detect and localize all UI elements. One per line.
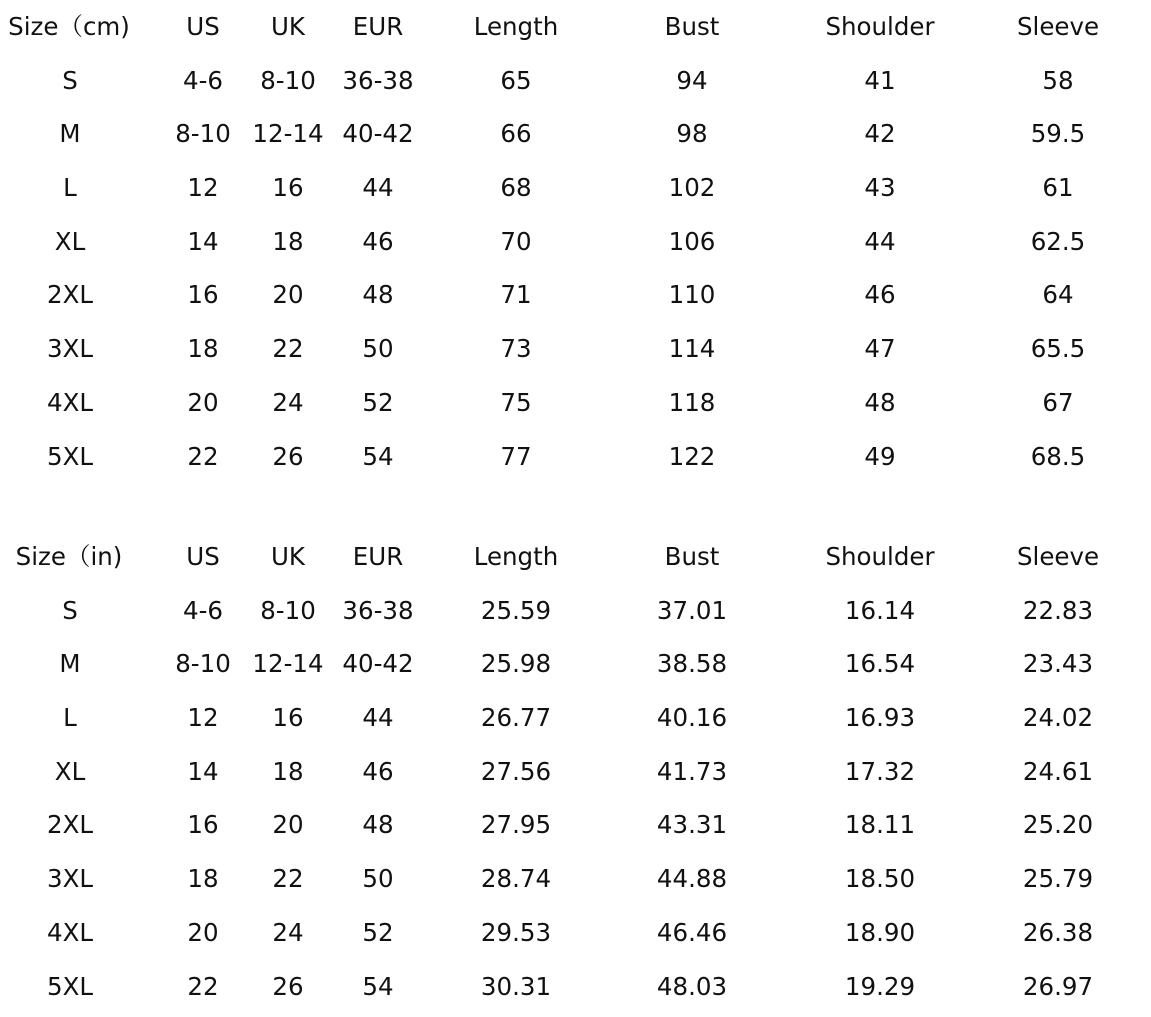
cell-sleeve: 24.02 <box>1023 695 1093 749</box>
cell-shoulder: 41 <box>864 58 895 112</box>
table-row <box>0 434 1151 488</box>
header-size: Size（cm) <box>8 4 130 58</box>
cell-sleeve: 26.97 <box>1023 964 1093 1017</box>
cell-sleeve: 67 <box>1042 380 1073 434</box>
cell-sleeve: 24.61 <box>1023 749 1093 803</box>
table-row <box>0 272 1151 326</box>
cell-eur: 52 <box>362 910 393 964</box>
cell-us: 8-10 <box>175 641 231 695</box>
cell-size: 5XL <box>47 964 93 1017</box>
header-sleeve: Sleeve <box>1017 534 1099 588</box>
cell-uk: 18 <box>272 219 303 273</box>
cell-length: 71 <box>500 272 531 326</box>
cell-us: 12 <box>187 695 218 749</box>
header-us: US <box>186 4 219 58</box>
cell-eur: 48 <box>362 802 393 856</box>
cell-length: 68 <box>500 165 531 219</box>
cell-bust: 110 <box>669 272 716 326</box>
cell-eur: 44 <box>362 695 393 749</box>
table-row <box>0 910 1151 964</box>
cell-bust: 46.46 <box>657 910 727 964</box>
header-shoulder: Shoulder <box>825 534 934 588</box>
cell-us: 16 <box>187 272 218 326</box>
table-row <box>0 380 1151 434</box>
header-shoulder: Shoulder <box>825 4 934 58</box>
table-row <box>0 964 1151 1017</box>
cell-eur: 50 <box>362 326 393 380</box>
cell-bust: 41.73 <box>657 749 727 803</box>
cell-uk: 22 <box>272 856 303 910</box>
cell-sleeve: 62.5 <box>1031 219 1086 273</box>
cell-us: 4-6 <box>183 588 223 642</box>
cell-sleeve: 25.20 <box>1023 802 1093 856</box>
cell-eur: 54 <box>362 964 393 1017</box>
cell-bust: 40.16 <box>657 695 727 749</box>
cell-sleeve: 26.38 <box>1023 910 1093 964</box>
cell-eur: 52 <box>362 380 393 434</box>
cell-length: 66 <box>500 111 531 165</box>
table-row <box>0 219 1151 273</box>
header-sleeve: Sleeve <box>1017 4 1099 58</box>
cell-eur: 54 <box>362 434 393 488</box>
cell-size: S <box>62 588 78 642</box>
cell-uk: 12-14 <box>252 111 323 165</box>
cell-shoulder: 46 <box>864 272 895 326</box>
cell-length: 29.53 <box>481 910 551 964</box>
cell-shoulder: 16.93 <box>845 695 915 749</box>
cell-us: 4-6 <box>183 58 223 112</box>
cell-us: 22 <box>187 434 218 488</box>
cell-shoulder: 49 <box>864 434 895 488</box>
cell-bust: 38.58 <box>657 641 727 695</box>
cell-sleeve: 23.43 <box>1023 641 1093 695</box>
table-header-row <box>0 534 1151 588</box>
cell-size: 5XL <box>47 434 93 488</box>
cell-size: 2XL <box>47 802 93 856</box>
cell-uk: 22 <box>272 326 303 380</box>
cell-uk: 26 <box>272 434 303 488</box>
table-row <box>0 749 1151 803</box>
table-row <box>0 695 1151 749</box>
cell-size: L <box>63 165 77 219</box>
table-row <box>0 111 1151 165</box>
cell-sleeve: 65.5 <box>1031 326 1086 380</box>
cell-bust: 94 <box>676 58 707 112</box>
cell-shoulder: 18.50 <box>845 856 915 910</box>
cell-sleeve: 61 <box>1042 165 1073 219</box>
cell-length: 26.77 <box>481 695 551 749</box>
table-row <box>0 641 1151 695</box>
cell-size: 2XL <box>47 272 93 326</box>
cell-shoulder: 44 <box>864 219 895 273</box>
cell-bust: 98 <box>676 111 707 165</box>
cell-sleeve: 68.5 <box>1031 434 1086 488</box>
cell-us: 20 <box>187 380 218 434</box>
cell-eur: 44 <box>362 165 393 219</box>
cell-length: 75 <box>500 380 531 434</box>
cell-length: 28.74 <box>481 856 551 910</box>
cell-sleeve: 58 <box>1042 58 1073 112</box>
cell-shoulder: 16.14 <box>845 588 915 642</box>
cell-sleeve: 59.5 <box>1031 111 1086 165</box>
cell-eur: 48 <box>362 272 393 326</box>
cell-bust: 102 <box>669 165 716 219</box>
cell-eur: 46 <box>362 749 393 803</box>
cell-length: 73 <box>500 326 531 380</box>
cell-us: 12 <box>187 165 218 219</box>
cell-uk: 16 <box>272 165 303 219</box>
cell-size: XL <box>55 749 85 803</box>
cell-bust: 122 <box>669 434 716 488</box>
table-row <box>0 165 1151 219</box>
cell-size: 3XL <box>47 326 93 380</box>
cell-size: 4XL <box>47 910 93 964</box>
table-row <box>0 802 1151 856</box>
cell-us: 16 <box>187 802 218 856</box>
cell-shoulder: 18.90 <box>845 910 915 964</box>
cell-us: 14 <box>187 219 218 273</box>
cell-eur: 46 <box>362 219 393 273</box>
cell-shoulder: 19.29 <box>845 964 915 1017</box>
cell-uk: 18 <box>272 749 303 803</box>
table-header-row <box>0 4 1151 58</box>
cell-size: M <box>59 641 80 695</box>
cell-us: 8-10 <box>175 111 231 165</box>
cell-bust: 43.31 <box>657 802 727 856</box>
cell-uk: 24 <box>272 910 303 964</box>
cell-size: 3XL <box>47 856 93 910</box>
cell-shoulder: 47 <box>864 326 895 380</box>
cell-bust: 106 <box>669 219 716 273</box>
cell-uk: 26 <box>272 964 303 1017</box>
cell-size: S <box>62 58 78 112</box>
cell-sleeve: 25.79 <box>1023 856 1093 910</box>
header-uk: UK <box>271 534 305 588</box>
cell-bust: 114 <box>669 326 716 380</box>
cell-size: M <box>59 111 80 165</box>
cell-eur: 40-42 <box>342 641 413 695</box>
cell-size: L <box>63 695 77 749</box>
cell-bust: 48.03 <box>657 964 727 1017</box>
table-row <box>0 588 1151 642</box>
cell-sleeve: 64 <box>1042 272 1073 326</box>
cell-shoulder: 18.11 <box>845 802 915 856</box>
cell-eur: 36-38 <box>342 58 413 112</box>
cell-eur: 50 <box>362 856 393 910</box>
cell-size: 4XL <box>47 380 93 434</box>
cell-length: 30.31 <box>481 964 551 1017</box>
cell-eur: 40-42 <box>342 111 413 165</box>
cell-length: 77 <box>500 434 531 488</box>
cell-shoulder: 42 <box>864 111 895 165</box>
cell-bust: 37.01 <box>657 588 727 642</box>
cell-length: 27.95 <box>481 802 551 856</box>
cell-uk: 8-10 <box>260 58 316 112</box>
header-eur: EUR <box>353 4 403 58</box>
cell-uk: 20 <box>272 802 303 856</box>
table-row <box>0 326 1151 380</box>
cell-us: 20 <box>187 910 218 964</box>
cell-uk: 16 <box>272 695 303 749</box>
header-eur: EUR <box>353 534 403 588</box>
cell-uk: 24 <box>272 380 303 434</box>
cell-length: 65 <box>500 58 531 112</box>
header-us: US <box>186 534 219 588</box>
cell-length: 25.59 <box>481 588 551 642</box>
cell-shoulder: 43 <box>864 165 895 219</box>
cell-us: 18 <box>187 326 218 380</box>
cell-bust: 118 <box>669 380 716 434</box>
header-length: Length <box>474 4 559 58</box>
cell-shoulder: 48 <box>864 380 895 434</box>
cell-length: 70 <box>500 219 531 273</box>
cell-size: XL <box>55 219 85 273</box>
cell-us: 14 <box>187 749 218 803</box>
cell-length: 27.56 <box>481 749 551 803</box>
header-length: Length <box>474 534 559 588</box>
cell-shoulder: 17.32 <box>845 749 915 803</box>
size-chart-in <box>0 534 1151 1017</box>
cell-uk: 8-10 <box>260 588 316 642</box>
header-uk: UK <box>271 4 305 58</box>
cell-shoulder: 16.54 <box>845 641 915 695</box>
header-bust: Bust <box>665 4 720 58</box>
cell-us: 18 <box>187 856 218 910</box>
header-bust: Bust <box>665 534 720 588</box>
cell-bust: 44.88 <box>657 856 727 910</box>
cell-uk: 12-14 <box>252 641 323 695</box>
cell-uk: 20 <box>272 272 303 326</box>
table-row <box>0 58 1151 112</box>
cell-eur: 36-38 <box>342 588 413 642</box>
table-row <box>0 856 1151 910</box>
size-chart-cm <box>0 4 1151 487</box>
cell-length: 25.98 <box>481 641 551 695</box>
cell-sleeve: 22.83 <box>1023 588 1093 642</box>
cell-us: 22 <box>187 964 218 1017</box>
header-size: Size（in) <box>16 534 123 588</box>
